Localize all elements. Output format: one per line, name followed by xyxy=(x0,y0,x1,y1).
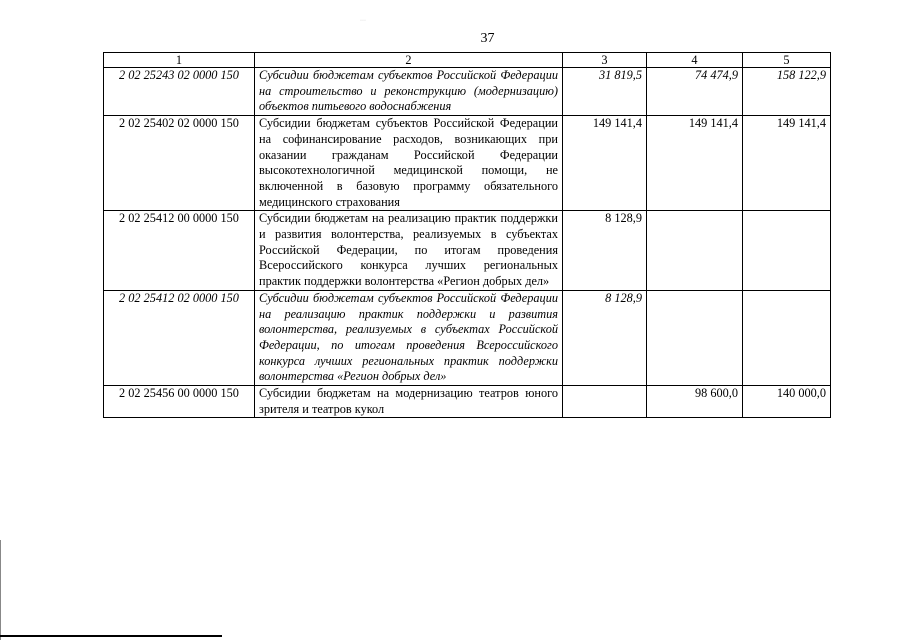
scan-speck: ··· xyxy=(360,18,366,24)
footnote-rule xyxy=(0,635,222,637)
budget-code: 2 02 25402 02 0000 150 xyxy=(104,116,255,211)
amount-col-3: 31 819,5 xyxy=(563,68,647,116)
table-row xyxy=(104,116,831,211)
amount-col-3: 8 128,9 xyxy=(563,290,647,385)
amount-col-3: 149 141,4 xyxy=(563,116,647,211)
header-col-2: 2 xyxy=(255,53,563,68)
description: Субсидии бюджетам субъектов Российской Федерации на строительство и реконструкцию (модернизацию) объектов питьевого водоснабжения xyxy=(255,68,563,116)
description: Субсидии бюджетам субъектов Российской Федерации на реализацию практик поддержки и развития волонтерства, реализуемых в субъектах Российской Федерации, по итогам проведения Всероссийского конкурса лучших региональных практик поддержки волонтерства «Регион добрых дел» xyxy=(255,290,563,385)
amount-col-5: 158 122,9 xyxy=(743,68,831,116)
budget-code: 2 02 25412 02 0000 150 xyxy=(104,290,255,385)
table-row xyxy=(104,68,831,116)
table-header-row xyxy=(104,53,831,68)
table-row xyxy=(104,211,831,291)
amount-col-5 xyxy=(743,211,831,291)
budget-code: 2 02 25243 02 0000 150 xyxy=(104,68,255,116)
header-col-4: 4 xyxy=(647,53,743,68)
description: Субсидии бюджетам на реализацию практик поддержки и развития волонтерства, реализуемых в субъектах Российской Федерации, по итогам проведения Всероссийского конкурса лучших региональных практик поддержки волонтерства «Регион добрых дел» xyxy=(255,211,563,291)
amount-col-4 xyxy=(647,211,743,291)
table-row xyxy=(104,290,831,385)
budget-table xyxy=(103,52,831,418)
page-number: 37 xyxy=(480,31,495,46)
budget-code: 2 02 25412 00 0000 150 xyxy=(104,211,255,291)
header-col-5: 5 xyxy=(743,53,831,68)
amount-col-4 xyxy=(647,290,743,385)
budget-code: 2 02 25456 00 0000 150 xyxy=(104,386,255,418)
amount-col-5: 140 000,0 xyxy=(743,386,831,418)
description: Субсидии бюджетам субъектов Российской Федерации на софинансирование расходов, возникающих при оказании гражданам Российской Федерации высокотехнологичной медицинской помощи, не включенной в базовую программу обязательного медицинского страхования xyxy=(255,116,563,211)
amount-col-3 xyxy=(563,386,647,418)
header-col-1: 1 xyxy=(104,53,255,68)
amount-col-4: 74 474,9 xyxy=(647,68,743,116)
amount-col-5: 149 141,4 xyxy=(743,116,831,211)
amount-col-3: 8 128,9 xyxy=(563,211,647,291)
amount-col-5 xyxy=(743,290,831,385)
amount-col-4: 149 141,4 xyxy=(647,116,743,211)
header-col-3: 3 xyxy=(563,53,647,68)
description: Субсидии бюджетам на модернизацию театров юного зрителя и театров кукол xyxy=(255,386,563,418)
scan-edge xyxy=(0,540,1,640)
amount-col-4: 98 600,0 xyxy=(647,386,743,418)
table-row xyxy=(104,386,831,418)
